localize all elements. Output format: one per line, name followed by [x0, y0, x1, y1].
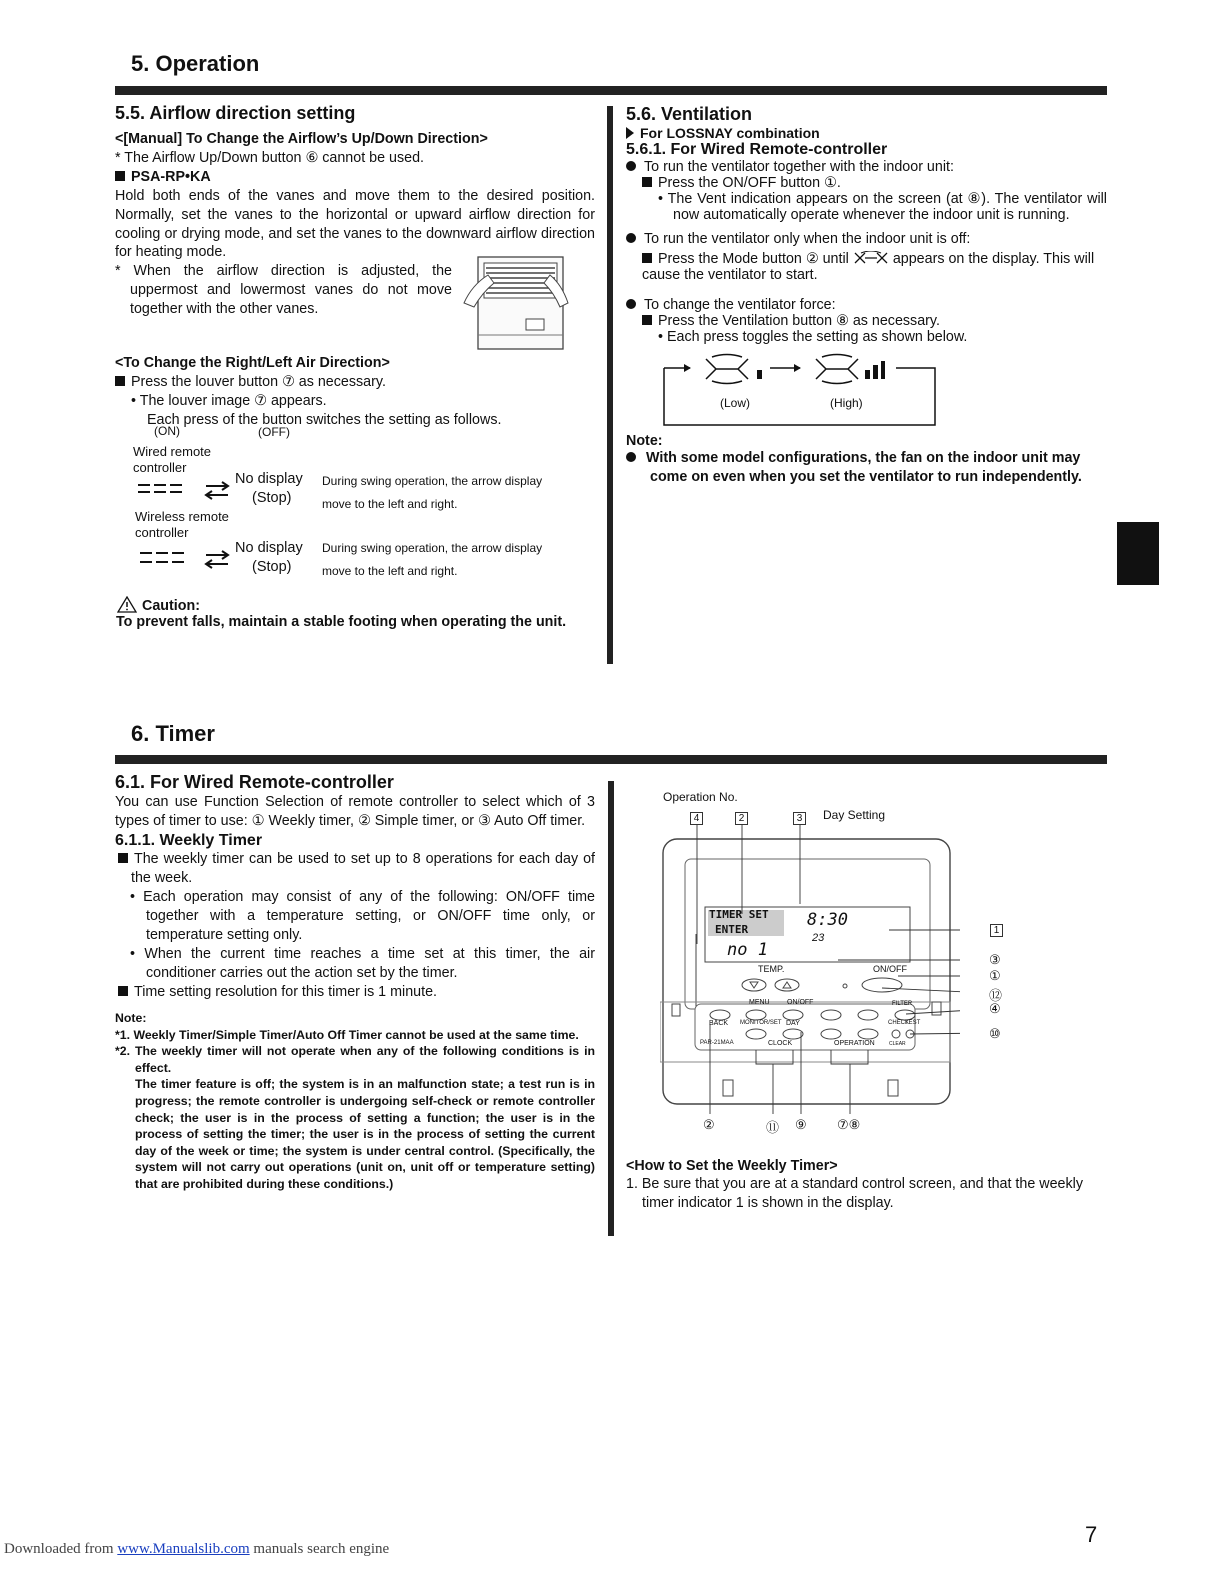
page-number: 7 — [1085, 1522, 1098, 1547]
lcd-enter: ENTER — [715, 923, 749, 936]
filter-button-label: FILTER — [892, 1001, 913, 1007]
vent-b1-sq: Press the ON/OFF button ①. — [658, 175, 841, 191]
footer-downloaded-text: Downloaded from — [4, 1541, 114, 1557]
timer-note-title: Note: — [115, 1011, 147, 1025]
timer-note-3: The timer feature is off; the system is in an malfunction state; a test run is in progress; the remote controller is undergoing self-check or remote controller check; the user is in the process of setting a function; the user is in the process of setting the timer; the user is in the process of setting the current day of the week or time; the system is under central control. (Specifically, the system will not carry out operations (unit on, unit off or temperature setting) that are prohibited during these conditions.) — [135, 1077, 595, 1191]
lcd-time: 8:30 — [807, 910, 848, 930]
no-display-wired: No display — [235, 471, 303, 487]
lcd-operation-no: no 1 — [727, 940, 768, 960]
vent-b2-sq-a: Press the Mode button ② until — [658, 251, 849, 267]
check-label: CHECK — [888, 1020, 910, 1026]
callout-3: 3 — [793, 812, 806, 825]
footer-download — [4, 1541, 389, 1558]
test-label: TEST — [905, 1020, 921, 1026]
ventilation-note-text: With some model configurations, the fan on the indoor unit may come on even when you set the ventilator to run independently. — [646, 450, 1082, 485]
ventilation-heading: 5.6. Ventilation — [626, 104, 753, 124]
bullet-square — [642, 315, 652, 325]
wireless-remote-label: Wireless remote controller — [135, 509, 229, 540]
section-title-timer: 6. Timer — [131, 721, 215, 746]
louver-arrows-wired-icon — [136, 480, 236, 500]
each-press-text: Each press of the button switches the setting as follows. — [147, 412, 502, 428]
warning-icon — [117, 596, 137, 613]
callout-bottom-9: ⑨ — [795, 1117, 807, 1132]
section-title-operation: 5. Operation — [131, 51, 260, 76]
howto-heading: <How to Set the Weekly Timer> — [626, 1158, 838, 1174]
column-divider — [608, 781, 614, 1236]
swing-text-1: During swing operation, the arrow display — [322, 474, 543, 488]
stop-wireless: (Stop) — [252, 559, 292, 575]
bullet-square — [115, 376, 125, 386]
bullet-square — [115, 171, 125, 181]
temp-button-label: TEMP. — [758, 964, 785, 974]
callout-2: 2 — [735, 812, 748, 825]
weekly-w3: • When the current time reaches a time set at this timer, the air conditioner carries out the action set by the timer. — [130, 946, 595, 981]
operation-no-label: Operation No. — [663, 790, 738, 804]
louver-arrows-wireless-icon — [138, 549, 238, 569]
callout-right-1: ① — [989, 968, 1001, 983]
vent-b1: To run the ventilator together with the indoor unit: — [644, 159, 954, 175]
vent-b3-sq: Press the Ventilation button ⑧ as necessary. — [658, 313, 940, 329]
bullet-square — [642, 177, 652, 187]
clear-label: CLEAR — [889, 1041, 906, 1047]
bullet-dot — [626, 452, 636, 462]
high-label: (High) — [830, 396, 863, 410]
lcd-timer-set: TIMER SET — [709, 908, 769, 921]
howto-step1: 1. Be sure that you are at a standard control screen, and that the weekly timer indicator 1 is shown in the display. — [626, 1176, 1083, 1211]
caution-text: To prevent falls, maintain a stable footing when operating the unit. — [116, 614, 567, 630]
weekly-w2: • Each operation may consist of any of the following: ON/OFF time together with a temperature setting, or ON/OFF time only, or temperature setting only. — [130, 889, 595, 943]
back-button-label: BACK — [709, 1020, 729, 1027]
no-display-wireless: No display — [235, 540, 303, 556]
callout-bottom-11: ⑪ — [766, 1120, 780, 1135]
section-rule — [115, 755, 1107, 764]
adjust-note: * When the airflow direction is adjusted, the uppermost and lowermost vanes do not move together with the other vanes. — [115, 263, 452, 318]
caution-title: Caution: — [142, 598, 200, 614]
airflow-heading: 5.5. Airflow direction setting — [115, 103, 356, 123]
bullet-square — [118, 853, 128, 863]
bullet-square — [118, 986, 128, 996]
timer-heading: 6.1. For Wired Remote-controller — [115, 772, 394, 792]
onoff-small-label: ON/OFF — [787, 999, 814, 1006]
callout-right-10: ⑩ — [989, 1026, 1001, 1041]
triangle-bullet-icon — [626, 127, 634, 139]
bullet-dot — [626, 299, 636, 309]
rightleft-heading: <To Change the Right/Left Air Direction> — [115, 355, 390, 371]
timer-note-1: *1. Weekly Timer/Simple Timer/Auto Off Timer cannot be used at the same time. — [115, 1027, 579, 1042]
off-label: (OFF) — [258, 425, 290, 439]
ventilation-subheading: 5.6.1. For Wired Remote-controller — [626, 141, 888, 158]
manual-updown-heading: <[Manual] To Change the Airflow’s Up/Down Direction> — [115, 131, 488, 147]
vent-b2-sq-b: appears on the display. This will cause the ventilator to start. — [642, 251, 1095, 283]
bullet-dot — [626, 233, 636, 243]
swing-text-2: move to the left and right. — [322, 564, 458, 578]
callout-right-12: ⑫ — [989, 988, 1003, 1003]
weekly-w1: The weekly timer can be used to set up to 8 operations for each day of the week. — [131, 851, 595, 886]
indoor-unit-illustration — [458, 255, 570, 350]
column-divider — [607, 106, 613, 664]
low-label: (Low) — [720, 396, 751, 410]
louver-image-text: • The louver image ⑦ appears. — [131, 393, 327, 409]
callout-bottom-2: ② — [703, 1117, 715, 1132]
day-setting-label: Day Setting — [823, 808, 886, 822]
rightleft-section — [115, 354, 595, 430]
section-rule — [115, 86, 1107, 95]
callout-4: 4 — [690, 812, 703, 825]
on-label: (ON) — [154, 424, 180, 438]
clock-label: CLOCK — [768, 1040, 793, 1047]
vent-b2: To run the ventilator only when the indoor unit is off: — [644, 231, 971, 247]
press-louver-text: Press the louver button ⑦ as necessary. — [131, 374, 386, 390]
stop-wired: (Stop) — [252, 490, 292, 506]
footer-tail-text: manuals search engine — [249, 1541, 390, 1557]
swing-text-1: During swing operation, the arrow display — [322, 541, 543, 555]
bullet-square — [642, 253, 652, 263]
operation-label: OPERATION — [834, 1040, 875, 1047]
ventilation-section — [626, 104, 1107, 223]
menu-button-label: MENU — [749, 999, 770, 1006]
updown-note: * The Airflow Up/Down button ⑥ cannot be used. — [115, 150, 424, 166]
timer-note-2: *2. The weekly timer will not operate when any of the following conditions is in effect. — [115, 1044, 595, 1075]
bullet-dot — [626, 161, 636, 171]
lossnay-label: For LOSSNAY combination — [640, 125, 820, 141]
vent-b3-dot: • Each press toggles the setting as shown below. — [658, 329, 968, 345]
manualslib-link[interactable]: www.Manualslib.com — [117, 1541, 250, 1557]
vent-b1-dot: • The Vent indication appears on the screen (at ⑧). The ventilator will now automatically operate whenever the indoor unit is running. — [658, 191, 1107, 223]
ventilation-b3 — [626, 297, 1107, 345]
model-label: PAR-21MAA — [700, 1040, 734, 1046]
callout-right-4: ④ — [989, 1001, 1001, 1016]
weekly-w4: Time setting resolution for this timer is 1 minute. — [134, 984, 437, 1000]
weekly-timer-heading: 6.1.1. Weekly Timer — [115, 832, 263, 849]
callout-1: 1 — [990, 924, 1003, 937]
timer-section — [115, 772, 595, 1193]
ventilation-b2 — [626, 231, 1107, 283]
ventilation-cycle-diagram — [660, 353, 940, 427]
vent-b3: To change the ventilator force: — [644, 297, 836, 313]
timer-intro: You can use Function Selection of remote controller to select which of 3 types of timer to use: ① Weekly timer, ② Simple timer, or ③ Auto Off timer. — [115, 794, 595, 829]
ventilation-note-title: Note: — [626, 433, 663, 449]
callout-bottom-78: ⑦⑧ — [837, 1117, 861, 1132]
ventilation-note — [626, 449, 1107, 487]
airflow-body: Hold both ends of the vanes and move them to the desired position. Normally, set the vanes to the horizontal or upward airflow direction for cooling or drying mode, and set the vanes to the downward airflow direction for heating mode. — [115, 188, 595, 261]
callout-right-3: ③ — [989, 952, 1001, 967]
model-name: PSA-RP•KA — [131, 169, 211, 185]
day-button-label: DAY — [786, 1020, 800, 1027]
ventilation-fan-icon — [853, 251, 889, 265]
swing-text-2: move to the left and right. — [322, 497, 458, 511]
wired-remote-label: Wired remote controller — [133, 444, 212, 475]
remote-controller-illustration — [660, 824, 960, 1114]
monitor-set-label: MONITOR/SET — [740, 1020, 782, 1026]
lcd-temp: 23 — [812, 932, 825, 944]
onoff-button-label: ON/OFF — [873, 964, 907, 974]
section-tab — [1117, 522, 1159, 585]
